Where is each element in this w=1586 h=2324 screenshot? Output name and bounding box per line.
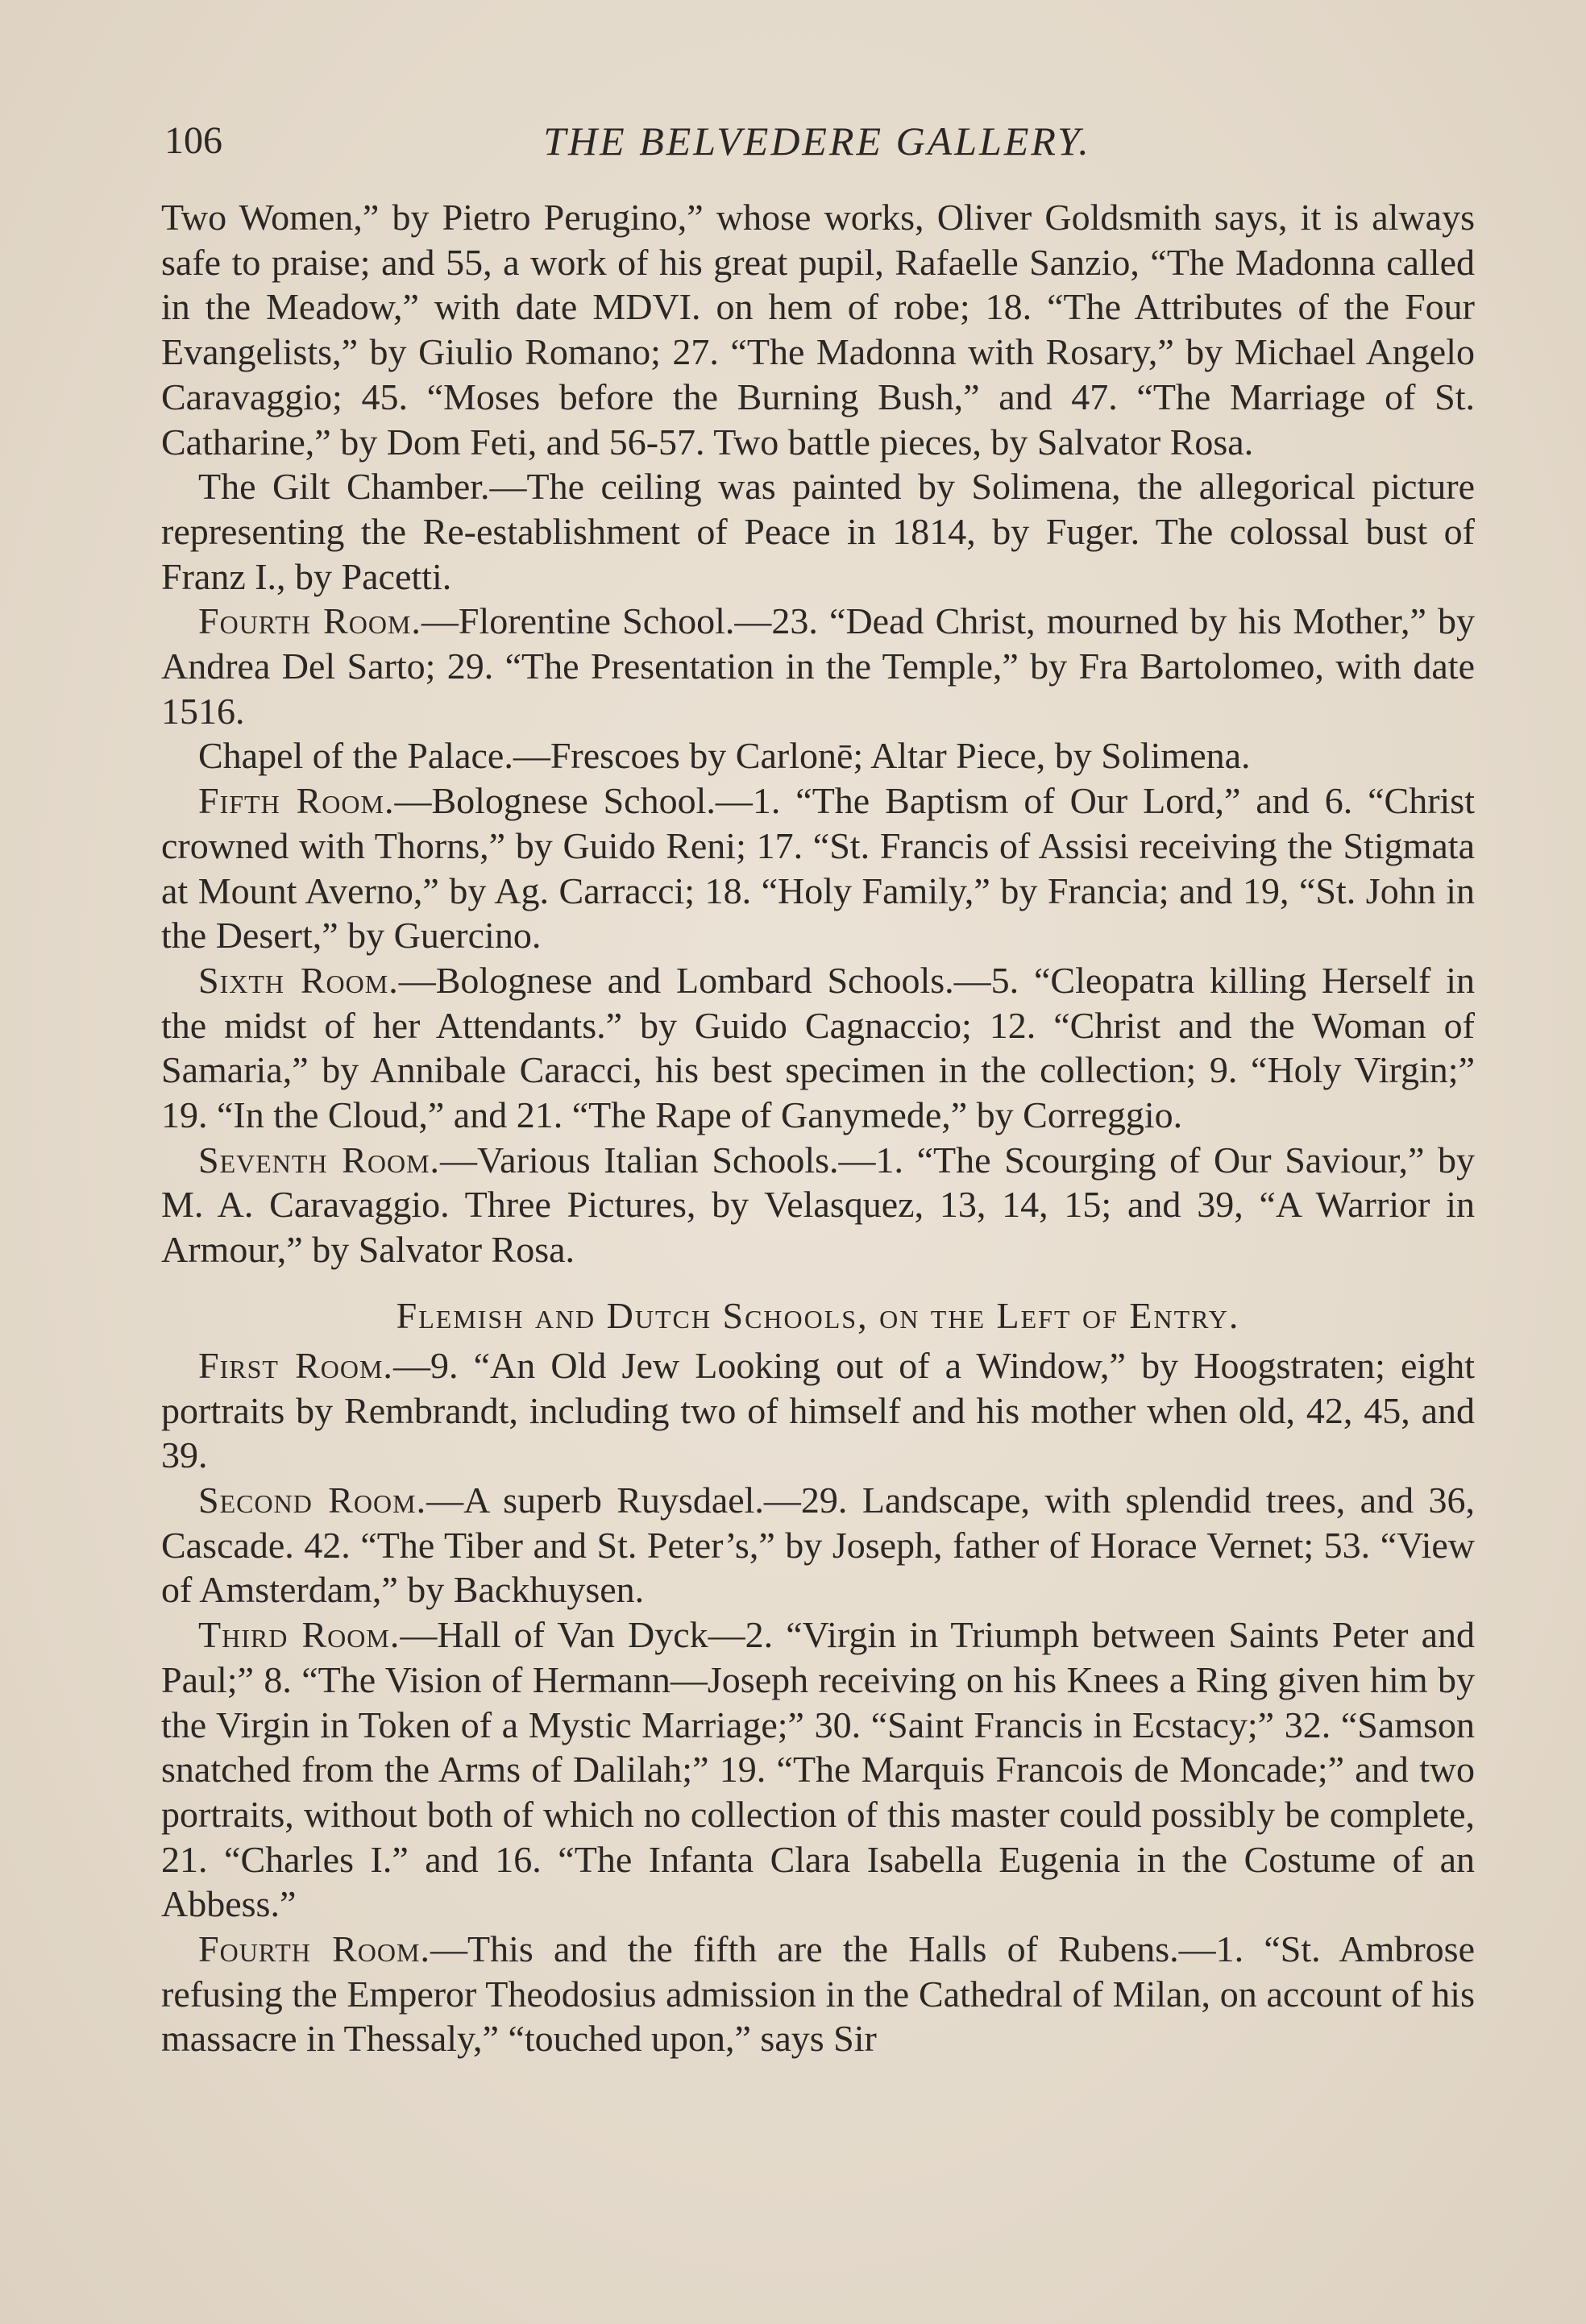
section-heading: Flemish and Dutch Schools, on the Left of Entry.: [396, 1294, 1240, 1336]
paragraph-text: —Hall of Van Dyck—2. “Virgin in Triumph between Saints Peter and Paul;” 8. “The Vision of Hermann—Joseph receiving on his Knees a Ring given him by the Virgin in Token of a Mystic Marriage;” 30. “Saint Francis in Ecstacy;” 32. “Samson snatched from the Arms of Dalilah;” 19. “The Marquis Francois de Moncade;” and two portraits, without both of which no collection of this master could possibly be complete, 21. “Charles I.” and 16. “The Infanta Clara Isabella Eugenia in the Costume of an Abbess.”: [161, 1614, 1475, 1925]
paragraph-text: Two Women,” by Pietro Perugino,” whose works, Oliver Goldsmith says, it is always safe to praise; and 55, a work of his great pupil, Rafaelle Sanzio, “The Madonna called in the Meadow,” with date MDVI. on hem of robe; 18. “The Attributes of the Four Evangelists,” by Giulio Romano; 27. “The Madonna with Rosary,” by Michael Angelo Caravaggio; 45. “Moses before the Burning Bush,” and 47. “The Marriage of St. Catharine,” by Dom Feti, and 56-57. Two battle pieces, by Salvator Rosa.: [161, 197, 1475, 463]
paragraph: [161, 733, 1475, 778]
room-heading: Second Room.: [198, 1479, 427, 1521]
paragraph-text: —Bolognese and Lombard Schools.—5. “Cleopatra killing Herself in the midst of her Attendants.” by Guido Cagnaccio; 12. “Christ and the Woman of Samaria,” by Annibale Caracci, his best specimen in the collection; 9. “Holy Virgin;” 19. “In the Cloud,” and 21. “The Rape of Ganymede,” by Correggio.: [161, 959, 1475, 1136]
room-heading: Sixth Room.: [198, 959, 399, 1001]
paragraph: [161, 1138, 1475, 1272]
page-number: 106: [164, 119, 222, 162]
paragraph: [161, 599, 1475, 733]
paragraph: [161, 778, 1475, 958]
room-heading: Third Room.: [198, 1614, 401, 1656]
paragraph-text: Chapel of the Palace.—Frescoes by Carlonē; Altar Piece, by Solimena.: [198, 735, 1251, 777]
paragraph: [161, 1478, 1475, 1612]
room-heading: Fourth Room.: [198, 1928, 430, 1970]
room-heading: First Room.: [198, 1344, 393, 1386]
paragraph-text: —Florentine School.—23. “Dead Christ, mourned by his Mother,” by Andrea Del Sarto; 29. “The Presentation in the Temple,” by Fra Bartolomeo, with date 1516.: [161, 600, 1476, 732]
page-header: [164, 113, 1470, 169]
room-heading: Seventh Room.: [198, 1139, 441, 1181]
paragraph: [161, 1927, 1475, 2061]
paragraph-text: —This and the fifth are the Halls of Rubens.—1. “St. Ambrose refusing the Emperor Theodosius admission in the Cathedral of Milan, on account of his massacre in Thessaly,” “touched upon,” says Sir: [161, 1928, 1475, 2060]
paragraph-text: The Gilt Chamber.—The ceiling was painted by Solimena, the allegorical picture representing the Re-establishment of Peace in 1814, by Fuger. The colossal bust of Franz I., by Pacetti.: [161, 466, 1475, 597]
room-heading: Fifth Room.: [198, 780, 395, 822]
paragraph: [161, 1343, 1475, 1478]
paragraph: [161, 958, 1475, 1138]
paragraph-text: —9. “An Old Jew Looking out of a Window,” by Hoogstraten; eight portraits by Rembrandt, including two of himself and his mother when old, 42, 45, and 39.: [161, 1344, 1475, 1476]
paragraph-text: —Bolognese School.—1. “The Baptism of Our Lord,” and 6. “Christ crowned with Thorns,” by Guido Reni; 17. “St. Francis of Assisi receiving the Stigmata at Mount Averno,” by Ag. Carracci; 18. “Holy Family,” by Francia; and 19, “St. John in the Desert,” by Guercino.: [161, 780, 1475, 957]
paragraph-text: —A superb Ruysdael.—29. Landscape, with splendid trees, and 36, Cascade. 42. “The Tiber and St. Peter’s,” by Joseph, father of Horace Vernet; 53. “View of Amsterdam,” by Backhuysen.: [161, 1479, 1476, 1611]
paragraph-text: —Various Italian Schools.—1. “The Scourging of Our Saviour,” by M. A. Caravaggio. Three Pictures, by Velasquez, 13, 14, 15; and 39, “A Warrior in Armour,” by Salvator Rosa.: [161, 1139, 1476, 1271]
running-title: THE BELVEDERE GALLERY.: [543, 118, 1091, 164]
body-text: [161, 195, 1475, 2061]
paragraph: [161, 1612, 1475, 1927]
paragraph: [161, 195, 1475, 464]
paragraph: [161, 464, 1475, 599]
room-heading: Fourth Room.: [198, 600, 421, 642]
